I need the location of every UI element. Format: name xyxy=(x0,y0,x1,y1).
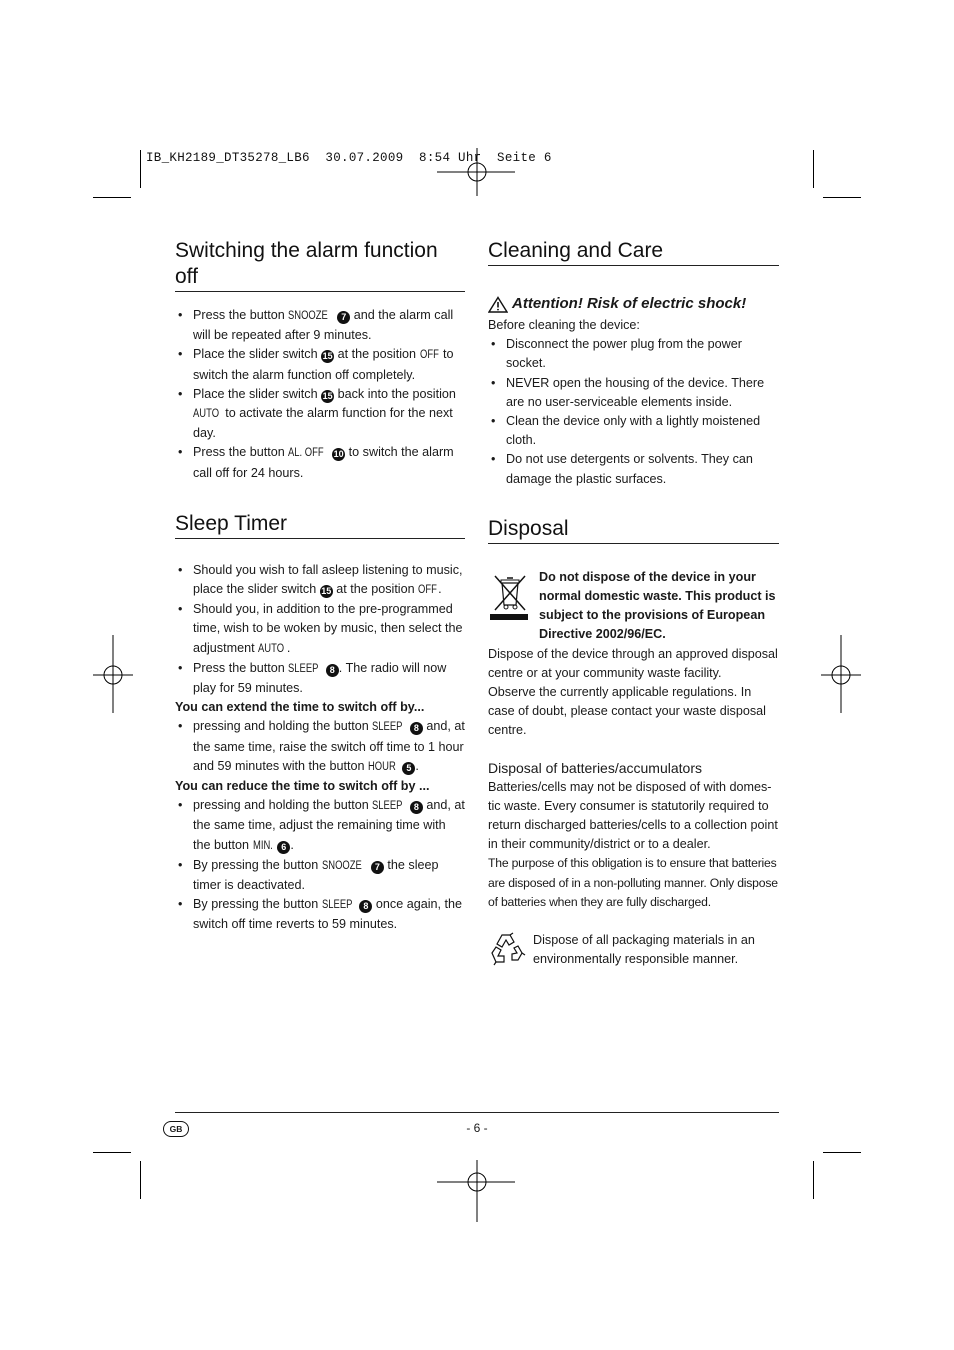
number-badge: 15 xyxy=(322,390,333,401)
extend-list xyxy=(175,717,465,777)
recycle-block xyxy=(488,931,779,969)
warning-triangle-icon xyxy=(488,296,508,313)
page-number: - 6 - xyxy=(466,1121,488,1135)
list-item: • Should you, in addition to the pre-programmed time, wish to be woken by music, then select the adjustment AUTO . xyxy=(175,600,465,659)
footer-rule xyxy=(175,1112,779,1113)
registration-mark xyxy=(73,635,153,715)
list-item: • Place the slider switch 15 at the position OFF to switch the alarm function off completely. xyxy=(175,345,465,384)
attention-text: Attention! Risk of electric shock! xyxy=(512,295,747,312)
list-item: • Place the slider switch 15 back into the position AUTO to activate the alarm function for the next day. xyxy=(175,385,465,444)
number-badge: 8 xyxy=(326,664,339,677)
cleaning-list xyxy=(488,335,779,489)
cleaning-intro: Before cleaning the device: xyxy=(488,318,640,332)
list-item: • Press the button SNOOZE 7 and the alarm call will be repeated after 9 minutes. xyxy=(175,306,465,345)
number-badge: 6 xyxy=(277,841,290,854)
list-item: • Should you wish to fall asleep listening to music, place the slider switch 15 at the position OFF. xyxy=(175,561,465,600)
registration-mark xyxy=(437,132,517,212)
right-column xyxy=(488,238,779,969)
batteries-paragraph: The purpose of this obligation is to ensure that batteries are disposed of in a non-polluting manner. Only dispose of batteries when they are fully discharged. xyxy=(488,856,778,909)
crop-mark xyxy=(813,150,814,188)
list-item: • Press the button SLEEP 8 . The radio will now play for 59 minutes. xyxy=(175,659,465,698)
list-item: • Press the button AL. OFF 10 to switch the alarm call off for 24 hours. xyxy=(175,443,465,482)
number-badge: 8 xyxy=(410,722,423,735)
crossed-bin-icon xyxy=(488,570,532,622)
number-badge: 7 xyxy=(371,861,384,874)
list-item: • Do not use detergents or solvents. They can damage the plastic surfaces. xyxy=(488,450,779,488)
recycle-text: Dispose of all packaging materials in an environmentally responsible manner. xyxy=(533,933,755,967)
crop-mark xyxy=(823,1152,861,1153)
list-item: • Clean the device only with a lightly moistened cloth. xyxy=(488,412,779,450)
section-title-cleaning: Cleaning and Care xyxy=(488,238,779,266)
list-item: • pressing and holding the button SLEEP 8 and, at the same time, raise the switch off time to 1 hour and 59 minutes with the button HOUR 5 . xyxy=(175,717,465,777)
crop-mark xyxy=(93,197,131,198)
number-badge: 10 xyxy=(333,449,344,460)
section-title-disposal: Disposal xyxy=(488,516,779,544)
crop-mark xyxy=(140,1161,141,1199)
language-badge: GB xyxy=(163,1121,189,1137)
recycle-icon xyxy=(488,931,528,969)
left-column xyxy=(175,238,465,935)
section-title-sleep-timer: Sleep Timer xyxy=(175,511,465,539)
list-item: • By pressing the button SLEEP 8 once again, the switch off time reverts to 59 minutes. xyxy=(175,895,465,934)
crop-mark xyxy=(140,150,141,188)
sleep-timer-list xyxy=(175,561,465,698)
registration-mark xyxy=(801,635,881,715)
attention-line xyxy=(488,294,779,314)
disposal-paragraph: Dispose of the device through an approved disposal centre or at your community waste facility. xyxy=(488,646,778,680)
reduce-heading: You can reduce the time to switch off by ... xyxy=(175,779,430,794)
number-badge: 5 xyxy=(402,762,415,775)
print-slug-line: IB_KH2189_DT35278_LB6 30.07.2009 8:54 Uhr Seite 6 xyxy=(146,151,552,165)
number-badge: 15 xyxy=(322,351,333,362)
disposal-paragraph: Observe the currently applicable regulations. In case of doubt, please contact your waste disposal centre. xyxy=(488,685,766,738)
number-badge: 8 xyxy=(359,900,372,913)
batteries-paragraph: Batteries/cells may not be disposed of with domes-tic waste. Every consumer is statutorily required to return discharged batteries/cells to a collection point in their community/district or to a dealer. xyxy=(488,779,778,852)
number-badge: 15 xyxy=(321,586,332,597)
weee-text: Do not dispose of the device in your normal domestic waste. This product is subject to the provisions of European Directive 2002/96/EC. xyxy=(539,569,776,642)
crop-mark xyxy=(813,1161,814,1199)
list-item: • Disconnect the power plug from the power socket. xyxy=(488,335,779,373)
number-badge: 8 xyxy=(410,801,423,814)
list-item: • By pressing the button SNOOZE 7 the sleep timer is deactivated. xyxy=(175,856,465,895)
alarm-off-list xyxy=(175,306,465,483)
reduce-list xyxy=(175,796,465,934)
extend-heading: You can extend the time to switch off by... xyxy=(175,700,425,715)
section-title-alarm-off: Switching the alarm function off xyxy=(175,238,465,292)
list-item: • pressing and holding the button SLEEP 8 and, at the same time, adjust the remaining time with the button MIN. 6 . xyxy=(175,796,465,856)
registration-mark xyxy=(437,1142,517,1222)
crop-mark xyxy=(823,197,861,198)
crop-mark xyxy=(93,1152,131,1153)
weee-block xyxy=(488,568,779,645)
batteries-heading: Disposal of batteries/accumulators xyxy=(488,759,702,776)
number-badge: 7 xyxy=(337,311,350,324)
list-item: • NEVER open the housing of the device. There are no user-serviceable elements inside. xyxy=(488,374,779,412)
